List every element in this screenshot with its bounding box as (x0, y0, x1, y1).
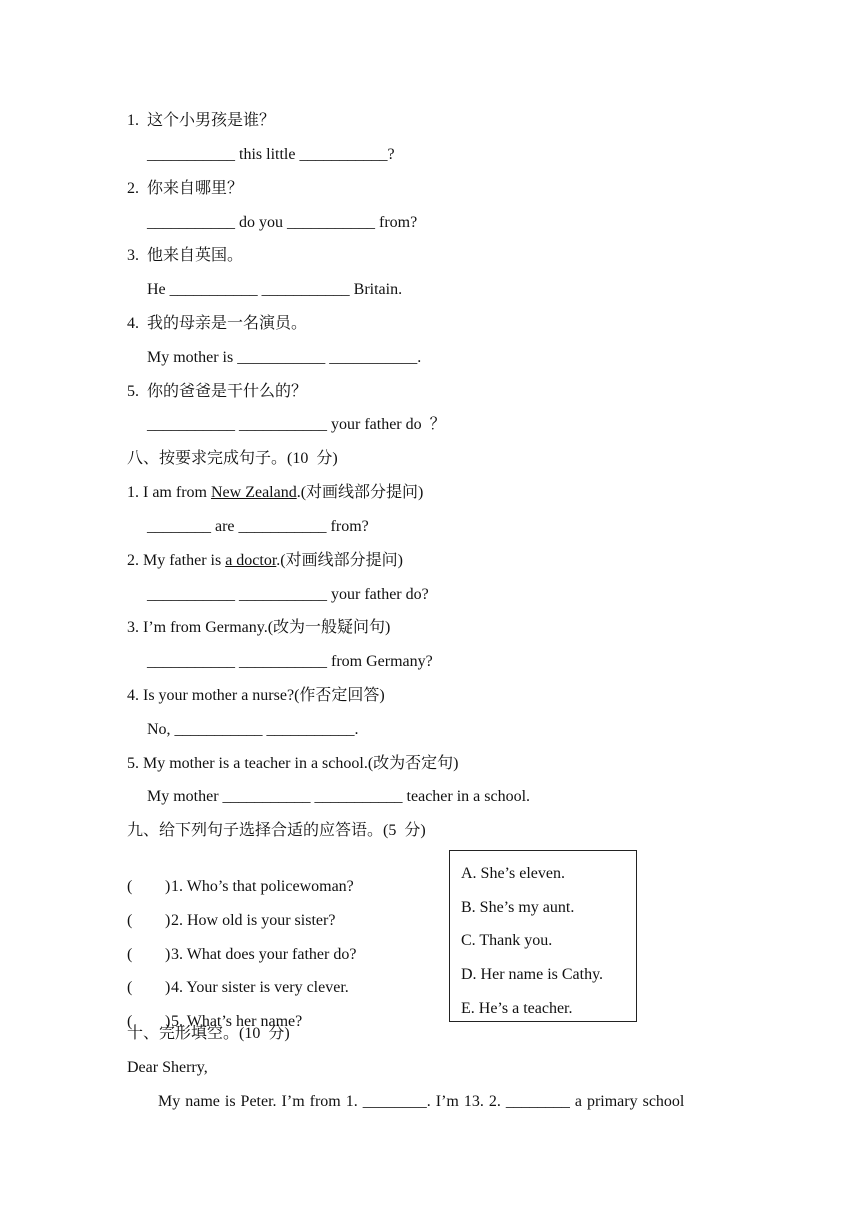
question-4-blank-sentence: My mother is ___________ ___________. (147, 349, 422, 366)
section-8-item-1 (127, 482, 423, 504)
option-b: B. She’s my aunt. (461, 899, 575, 916)
section-8-item-3-answer: ___________ ___________ from Germany? (147, 653, 433, 670)
section-8-item-5-answer: My mother ___________ ___________ teacher in a school. (147, 788, 531, 805)
matching-question-1 (127, 854, 354, 895)
question-text: 3. What does your father do? (171, 946, 357, 963)
section-8-item-2-answer: ___________ ___________ your father do? (147, 586, 429, 603)
answer-paren-open: ( (127, 878, 133, 895)
question-1-chinese: 1. 这个小男孩是谁？ (127, 112, 276, 129)
item-instruction: .(对画线部分提问) (296, 484, 424, 501)
answer-paren-close: ) (165, 878, 171, 895)
item-text: 2. My father is (127, 552, 226, 569)
question-5-blank-sentence: ___________ ___________ your father do ？ (147, 416, 446, 433)
answer-options-box (449, 850, 637, 1022)
answer-paren-close: ) (165, 979, 171, 996)
answer-paren-open: ( (127, 912, 133, 929)
question-text: 4. Your sister is very clever. (171, 979, 349, 996)
section-8-item-1-answer: ________ are ___________ from? (147, 518, 369, 535)
question-3-blank-sentence: He ___________ ___________ Britain. (147, 281, 403, 298)
option-d: D. Her name is Cathy. (461, 966, 604, 983)
section-10-heading: 十、完形填空。(10 分) (127, 1025, 290, 1042)
answer-paren-open: ( (127, 946, 133, 963)
letter-greeting: Dear Sherry, (127, 1059, 208, 1076)
question-text: 2. How old is your sister? (171, 912, 336, 929)
question-3-chinese: 3. 他来自英国。 (127, 247, 244, 264)
cloze-paragraph: My name is Peter. I’m from 1. ________. I’m 13. 2. ________ a primary school (158, 1093, 685, 1110)
question-2-chinese: 2. 你来自哪里？ (127, 180, 244, 197)
answer-paren-open: ( (127, 1013, 133, 1030)
section-8-item-4-answer: No, ___________ ___________. (147, 721, 359, 738)
matching-question-5 (127, 989, 303, 1030)
answer-paren-close: ) (165, 912, 171, 929)
section-8-item-3: 3. I’m from Germany.(改为一般疑问句) (127, 619, 391, 636)
answer-paren-close: ) (165, 946, 171, 963)
question-text: 1. Who’s that policewoman? (171, 878, 354, 895)
question-2-blank-sentence: ___________ do you ___________ from? (147, 214, 418, 231)
section-8-heading: 八、按要求完成句子。(10 分) (127, 450, 338, 467)
item-instruction: .(对画线部分提问) (276, 552, 403, 569)
question-text: 5. What’s her name? (171, 1013, 303, 1030)
matching-question-3 (127, 922, 357, 963)
section-9-heading: 九、给下列句子选择合适的应答语。(5 分) (127, 822, 426, 839)
item-text: 1. I am from (127, 484, 211, 501)
option-c: C. Thank you. (461, 932, 553, 949)
option-a: A. She’s eleven. (461, 865, 565, 882)
section-8-item-2 (127, 550, 403, 572)
section-8-item-5: 5. My mother is a teacher in a school.(改为否定句) (127, 755, 459, 772)
underlined-phrase: New Zealand (210, 484, 297, 501)
matching-question-2 (127, 888, 336, 929)
option-e: E. He’s a teacher. (461, 1000, 573, 1017)
answer-paren-close: ) (165, 1013, 171, 1030)
matching-question-4 (127, 955, 349, 996)
underlined-phrase: a doctor (225, 552, 277, 569)
question-4-chinese: 4. 我的母亲是一名演员。 (127, 315, 308, 332)
answer-paren-open: ( (127, 979, 133, 996)
question-1-blank-sentence: ___________ this little ___________? (147, 146, 395, 163)
section-8-item-4: 4. Is your mother a nurse?(作否定回答) (127, 687, 385, 704)
question-5-chinese: 5. 你的爸爸是干什么的？ (127, 383, 308, 400)
